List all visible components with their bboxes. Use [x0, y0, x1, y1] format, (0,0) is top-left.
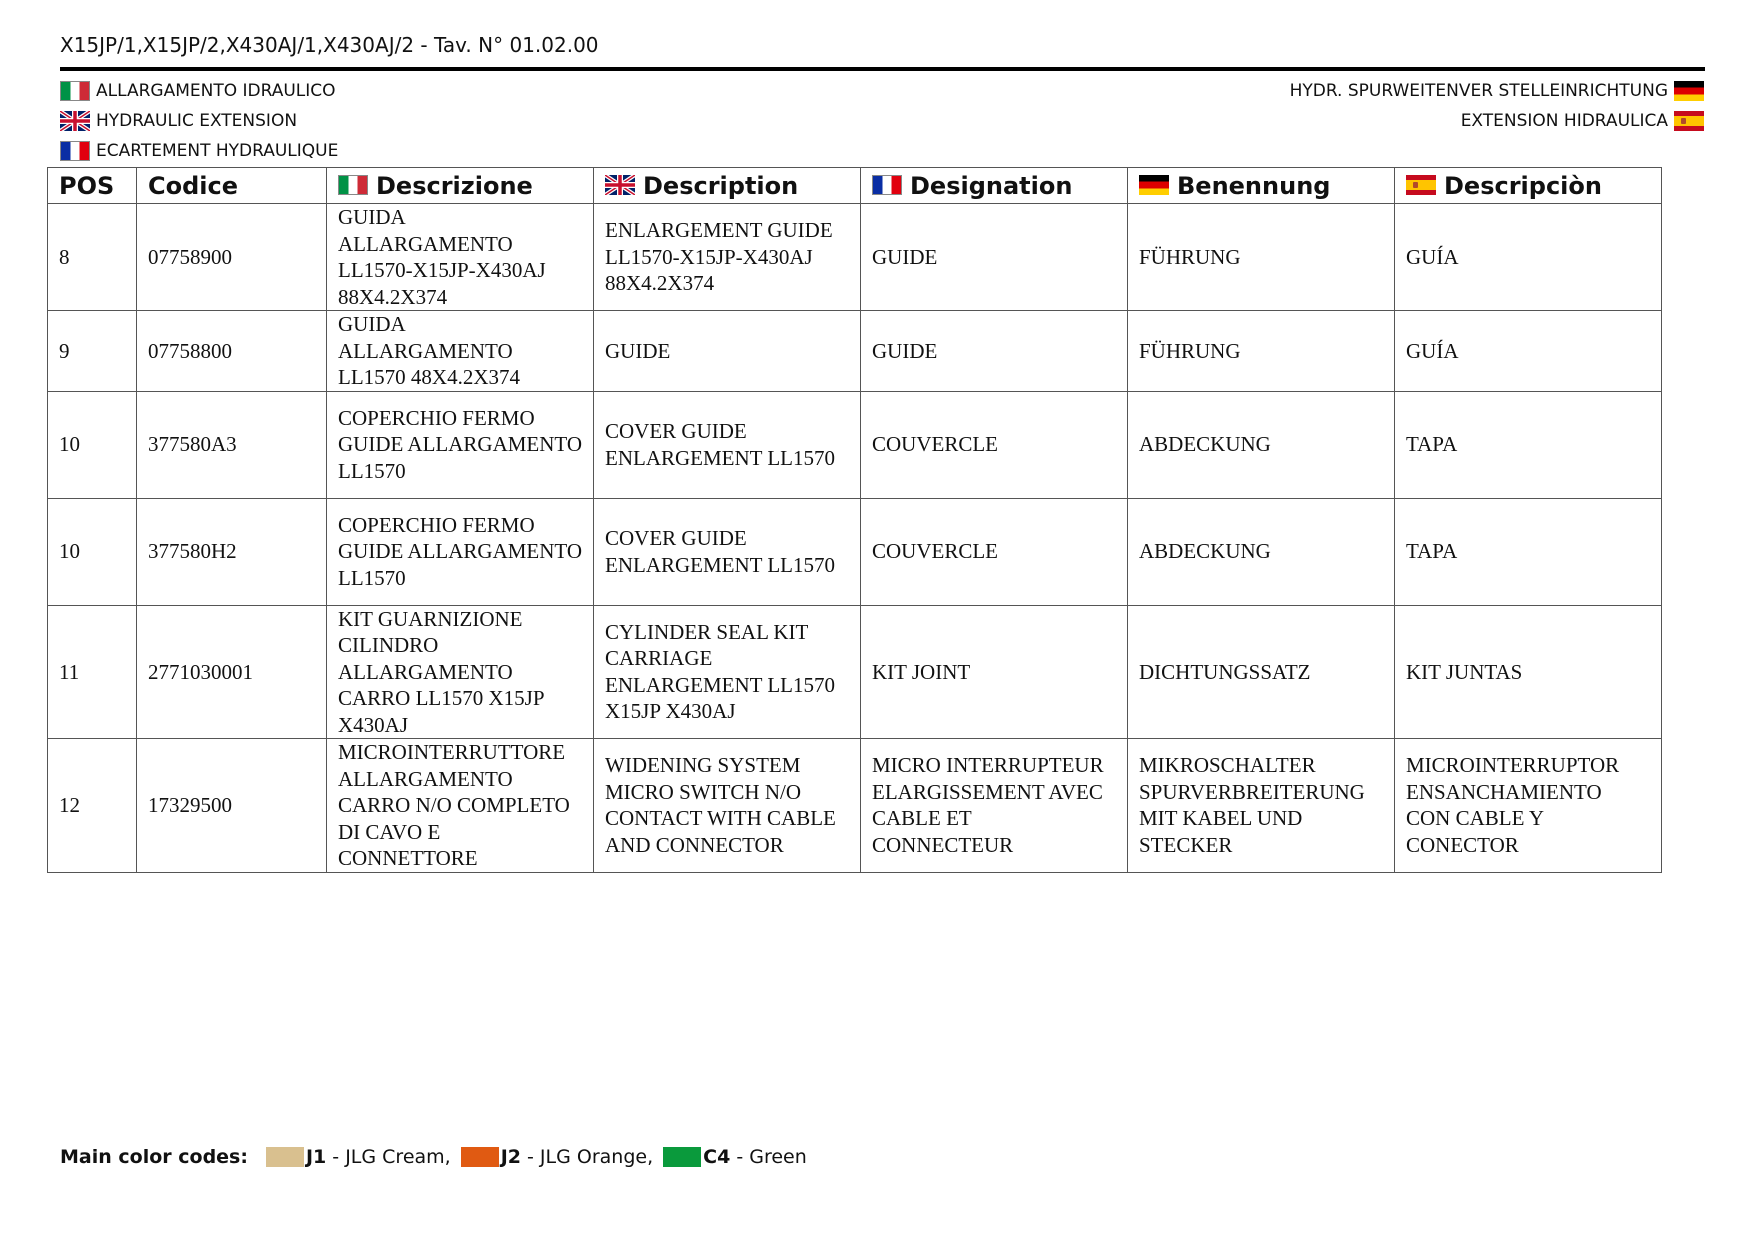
legend-label: Main color codes:	[60, 1146, 248, 1168]
color-swatch	[663, 1147, 701, 1167]
header-divider	[60, 67, 1705, 71]
cell-french: GUIDE	[861, 311, 1128, 392]
cell-codice: 377580A3	[137, 391, 327, 498]
cell-english: GUIDE	[594, 311, 861, 392]
cell-pos: 10	[48, 498, 137, 605]
cell-german: FÜHRUNG	[1128, 204, 1395, 311]
cell-italian: COPERCHIO FERMO GUIDE ALLARGAMENTO LL1570	[327, 498, 594, 605]
table-row	[48, 739, 1662, 873]
cell-codice: 17329500	[137, 739, 327, 873]
legend-code: J2	[500, 1146, 521, 1168]
legend-item-j1	[266, 1146, 451, 1168]
cell-spanish: GUÍA	[1395, 311, 1662, 392]
document-title: X15JP/1,X15JP/2,X430AJ/1,X430AJ/2 - Tav. N° 01.02.00	[60, 33, 599, 57]
heading-text: ECARTEMENT HYDRAULIQUE	[96, 141, 339, 161]
heading-german	[1290, 76, 1704, 106]
spain-flag-icon	[1406, 175, 1436, 195]
france-flag-icon	[872, 175, 902, 195]
italy-flag-icon	[60, 81, 90, 101]
cell-german: ABDECKUNG	[1128, 498, 1395, 605]
cell-english: COVER GUIDE ENLARGEMENT LL1570	[594, 391, 861, 498]
color-swatch	[461, 1147, 499, 1167]
heading-text: EXTENSION HIDRAULICA	[1460, 111, 1668, 131]
col-header-italian: Descrizione	[327, 168, 594, 204]
table-row	[48, 498, 1662, 605]
legend-item-c4	[663, 1146, 807, 1168]
cell-codice: 377580H2	[137, 498, 327, 605]
cell-spanish: GUÍA	[1395, 204, 1662, 311]
cell-spanish: MICROINTERRUPTOR ENSANCHAMIENTO CON CABLE Y CONECTOR	[1395, 739, 1662, 873]
cell-italian: GUIDA ALLARGAMENTO LL1570-X15JP-X430AJ 88X4.2X374	[327, 204, 594, 311]
germany-flag-icon	[1139, 175, 1169, 195]
cell-italian: COPERCHIO FERMO GUIDE ALLARGAMENTO LL1570	[327, 391, 594, 498]
italy-flag-icon	[338, 175, 368, 195]
color-code-legend	[60, 1146, 817, 1168]
heading-text: HYDR. SPURWEITENVER STELLEINRICHTUNG	[1289, 81, 1668, 101]
right-headings	[1290, 76, 1704, 136]
cell-italian: MICROINTERRUTTORE ALLARGAMENTO CARRO N/O COMPLETO DI CAVO E CONNETTORE	[327, 739, 594, 873]
cell-english: CYLINDER SEAL KIT CARRIAGE ENLARGEMENT LL1570 X15JP X430AJ	[594, 605, 861, 739]
cell-codice: 07758800	[137, 311, 327, 392]
legend-text: - JLG Orange,	[521, 1146, 654, 1168]
col-header-codice: Codice	[137, 168, 327, 204]
cell-italian: KIT GUARNIZIONE CILINDRO ALLARGAMENTO CARRO LL1570 X15JP X430AJ	[327, 605, 594, 739]
table-row	[48, 391, 1662, 498]
uk-flag-icon	[605, 175, 635, 195]
cell-italian: GUIDA ALLARGAMENTO LL1570 48X4.2X374	[327, 311, 594, 392]
spain-flag-icon	[1674, 111, 1704, 131]
cell-french: MICRO INTERRUPTEUR ELARGISSEMENT AVEC CABLE ET CONNECTEUR	[861, 739, 1128, 873]
table-row	[48, 311, 1662, 392]
col-header-pos: POS	[48, 168, 137, 204]
cell-spanish: TAPA	[1395, 391, 1662, 498]
cell-french: GUIDE	[861, 204, 1128, 311]
legend-code: C4	[703, 1146, 731, 1168]
col-header-english: Description	[594, 168, 861, 204]
cell-english: ENLARGEMENT GUIDE LL1570-X15JP-X430AJ 88X4.2X374	[594, 204, 861, 311]
cell-pos: 10	[48, 391, 137, 498]
legend-code: J1	[305, 1146, 327, 1168]
legend-text: - JLG Cream,	[326, 1146, 451, 1168]
left-headings	[60, 76, 338, 166]
table-row	[48, 204, 1662, 311]
heading-english	[60, 106, 338, 136]
col-header-french: Designation	[861, 168, 1128, 204]
parts-table	[47, 167, 1662, 873]
cell-english: COVER GUIDE ENLARGEMENT LL1570	[594, 498, 861, 605]
france-flag-icon	[60, 141, 90, 161]
germany-flag-icon	[1674, 81, 1704, 101]
table-row	[48, 605, 1662, 739]
color-swatch	[266, 1147, 304, 1167]
cell-german: DICHTUNGSSATZ	[1128, 605, 1395, 739]
cell-pos: 11	[48, 605, 137, 739]
cell-spanish: TAPA	[1395, 498, 1662, 605]
cell-german: FÜHRUNG	[1128, 311, 1395, 392]
heading-text: HYDRAULIC EXTENSION	[96, 111, 298, 131]
cell-french: COUVERCLE	[861, 391, 1128, 498]
cell-codice: 2771030001	[137, 605, 327, 739]
cell-german: ABDECKUNG	[1128, 391, 1395, 498]
legend-text: - Green	[730, 1146, 807, 1168]
cell-pos: 8	[48, 204, 137, 311]
heading-italian	[60, 76, 338, 106]
cell-pos: 12	[48, 739, 137, 873]
cell-spanish: KIT JUNTAS	[1395, 605, 1662, 739]
cell-french: KIT JOINT	[861, 605, 1128, 739]
uk-flag-icon	[60, 111, 90, 131]
col-header-german: Benennung	[1128, 168, 1395, 204]
table-header-row	[48, 168, 1662, 204]
heading-spanish	[1290, 106, 1704, 136]
cell-codice: 07758900	[137, 204, 327, 311]
legend-item-j2	[461, 1146, 653, 1168]
cell-french: COUVERCLE	[861, 498, 1128, 605]
cell-english: WIDENING SYSTEM MICRO SWITCH N/O CONTACT WITH CABLE AND CONNECTOR	[594, 739, 861, 873]
heading-french	[60, 136, 338, 166]
cell-pos: 9	[48, 311, 137, 392]
cell-german: MIKROSCHALTER SPURVERBREITERUNG MIT KABEL UND STECKER	[1128, 739, 1395, 873]
col-header-spanish: Descripciòn	[1395, 168, 1662, 204]
heading-text: ALLARGAMENTO IDRAULICO	[96, 81, 336, 101]
